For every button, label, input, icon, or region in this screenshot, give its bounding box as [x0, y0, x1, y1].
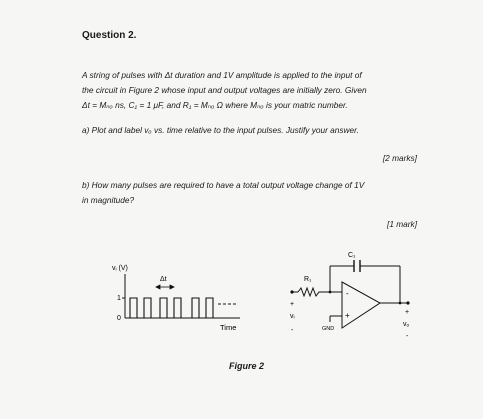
plot-ylabel: vᵢ (V) — [112, 265, 128, 272]
vo-label: vₒ — [403, 321, 410, 328]
node-vo — [406, 301, 409, 304]
plot-xlabel: Time — [220, 323, 237, 332]
question-title: Question 2. — [82, 30, 137, 41]
plot-delta-label: Δt — [160, 276, 167, 283]
intro-line-3: Δt = Mₙₒ ns, C₁ = 1 μF, and R₁ = Mₙₒ Ω where Mₙₒ is your matric number. — [82, 100, 348, 110]
opamp-noninverting: + — [345, 311, 350, 320]
resistor-r1 — [298, 288, 320, 296]
vo-plus: + — [405, 309, 410, 316]
node-input — [290, 290, 293, 293]
part-b-line-1: b) How many pulses are required to have a total output voltage change of 1V — [82, 180, 365, 190]
part-b-line-2: in magnitude? — [82, 195, 135, 205]
figure-caption: Figure 2 — [229, 361, 265, 371]
capacitor-c1 — [354, 260, 360, 272]
vi-label: vᵢ — [290, 313, 295, 320]
vi-minus: - — [291, 327, 294, 334]
input-pulse-plot — [100, 258, 250, 338]
part-b-text — [82, 178, 422, 208]
plot-tick-0: 0 — [117, 315, 121, 322]
pulse-train — [125, 298, 213, 318]
integrator-circuit — [280, 248, 420, 343]
vi-plus: + — [290, 301, 295, 308]
r1-label: R₁ — [304, 276, 312, 283]
question-intro — [82, 68, 422, 113]
plot-tick-1: 1 — [117, 295, 121, 302]
c1-label: C₁ — [348, 252, 356, 259]
node-output — [399, 302, 402, 305]
intro-line-2: the circuit in Figure 2 whose input and output voltages are initially zero. Given — [82, 85, 367, 95]
node-feedback — [329, 291, 332, 294]
intro-line-1: A string of pulses with Δt duration and 1V amplitude is applied to the input of — [82, 70, 362, 80]
opamp-inverting: - — [346, 289, 349, 298]
part-b-marks: [1 mark] — [387, 219, 417, 229]
vo-minus: - — [406, 333, 409, 340]
delta-arrow — [156, 285, 174, 289]
part-a-marks: [2 marks] — [382, 153, 417, 163]
gnd-label: GND — [322, 326, 335, 332]
part-a-text: a) Plot and label vₒ vs. time relative to the input pulses. Justify your answer. — [82, 125, 359, 135]
